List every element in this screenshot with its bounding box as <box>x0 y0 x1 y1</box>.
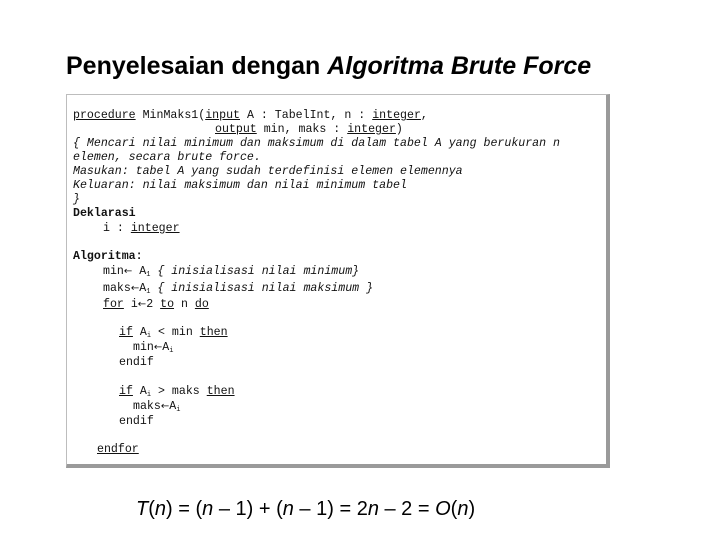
assign-arrow: ← <box>137 299 147 310</box>
params-output: min, maks : <box>256 123 348 136</box>
keyword-if: if <box>119 385 133 398</box>
init-maks-comment: { inisialisasi nilai maksimum } <box>150 282 374 295</box>
subscript-i: i <box>169 347 174 355</box>
assign-min-rhs: A <box>162 341 170 354</box>
formula-n: n <box>154 498 167 520</box>
if-min-condition: < min <box>151 326 200 339</box>
comment-line-5: } <box>73 193 80 206</box>
formula-part: – 1) = 2 <box>293 498 368 520</box>
formula-T: T <box>136 498 149 520</box>
formula-n: n <box>282 498 294 520</box>
if-maks-operand: A <box>132 385 147 398</box>
keyword-endif: endif <box>119 356 154 369</box>
keyword-endif: endif <box>119 415 154 428</box>
params-input: A : TabelInt, n : <box>240 109 373 122</box>
assign-maks-rhs: A <box>169 400 177 413</box>
keyword-to: to <box>160 298 175 311</box>
code-line-for <box>103 298 209 311</box>
pseudocode-block <box>67 95 606 464</box>
formula-part: ( <box>450 498 458 520</box>
assign-arrow: ← <box>130 283 140 294</box>
code-line-init-min <box>103 265 359 282</box>
param-close: ) <box>395 123 403 136</box>
assign-arrow: ← <box>153 342 163 353</box>
keyword-for: for <box>103 298 124 311</box>
keyword-if: if <box>119 326 133 339</box>
init-maks-rhs: A <box>139 282 147 295</box>
section-algoritma: Algoritma: <box>73 250 143 263</box>
slide-title <box>66 52 591 81</box>
formula-part: ( <box>148 498 155 520</box>
keyword-integer-2: integer <box>347 123 396 136</box>
init-min-lhs: min <box>103 265 124 278</box>
keyword-integer: integer <box>372 109 421 122</box>
subscript-i: i <box>146 391 152 399</box>
formula-n: n <box>202 498 214 520</box>
formula-part: – 2 = <box>378 498 436 520</box>
param-comma: , <box>420 109 428 122</box>
comment-line-3: Masukan: tabel A yang sudah terdefinisi elemen elemennya <box>73 165 463 178</box>
for-variable: i <box>123 298 138 311</box>
keyword-input: input <box>205 109 240 122</box>
code-line-endif-2 <box>119 415 154 428</box>
assign-maks-lhs: maks <box>133 400 161 413</box>
formula-part: ) <box>468 498 476 520</box>
keyword-then: then <box>199 326 228 339</box>
declared-variable: i : <box>103 222 131 235</box>
code-line-declaration <box>103 222 180 235</box>
init-min-comment: { inisialisasi nilai minimum} <box>150 265 360 278</box>
subscript-1: 1 <box>146 288 151 296</box>
assign-arrow: ← <box>123 266 133 277</box>
subscript-i: i <box>176 406 181 414</box>
section-deklarasi: Deklarasi <box>73 207 136 220</box>
assign-min-lhs: min <box>133 341 154 354</box>
keyword-output: output <box>215 123 257 136</box>
code-line-endfor <box>97 443 139 456</box>
formula-part: ) = ( <box>166 498 203 520</box>
complexity-formula <box>136 498 475 521</box>
comment-line-4: Keluaran: nilai maksimum dan nilai minimum tabel <box>73 179 407 192</box>
comment-line-2: elemen, secara brute force. <box>73 151 261 164</box>
keyword-integer-3: integer <box>130 222 180 235</box>
title-prefix: Penyelesaian dengan <box>66 52 328 80</box>
subscript-i: i <box>146 332 152 340</box>
keyword-endfor: endfor <box>97 443 139 456</box>
formula-n: n <box>457 498 469 520</box>
for-start: 2 <box>146 298 161 311</box>
for-end: n <box>174 298 195 311</box>
code-line-init-maks <box>103 282 373 299</box>
code-line-output <box>215 123 403 136</box>
formula-n: n <box>367 498 379 520</box>
subscript-1: 1 <box>146 271 151 279</box>
code-line-endif-1 <box>119 356 154 369</box>
keyword-procedure: procedure <box>73 109 136 122</box>
init-maks-lhs: maks <box>103 282 131 295</box>
if-maks-condition: > maks <box>151 385 207 398</box>
init-min-rhs: A <box>132 265 147 278</box>
formula-part: – 1) + ( <box>213 498 283 520</box>
if-min-operand: A <box>132 326 147 339</box>
procedure-name: MinMaks1( <box>135 109 206 122</box>
assign-arrow: ← <box>160 401 170 412</box>
code-line-procedure <box>73 109 428 122</box>
keyword-then: then <box>206 385 235 398</box>
code-figure <box>66 94 610 468</box>
title-italic: Algoritma Brute Force <box>327 52 592 80</box>
keyword-do: do <box>194 298 209 311</box>
comment-line-1: { Mencari nilai minimum dan maksimum di dalam tabel A yang berukuran n <box>73 137 561 150</box>
formula-O: O <box>435 498 451 520</box>
